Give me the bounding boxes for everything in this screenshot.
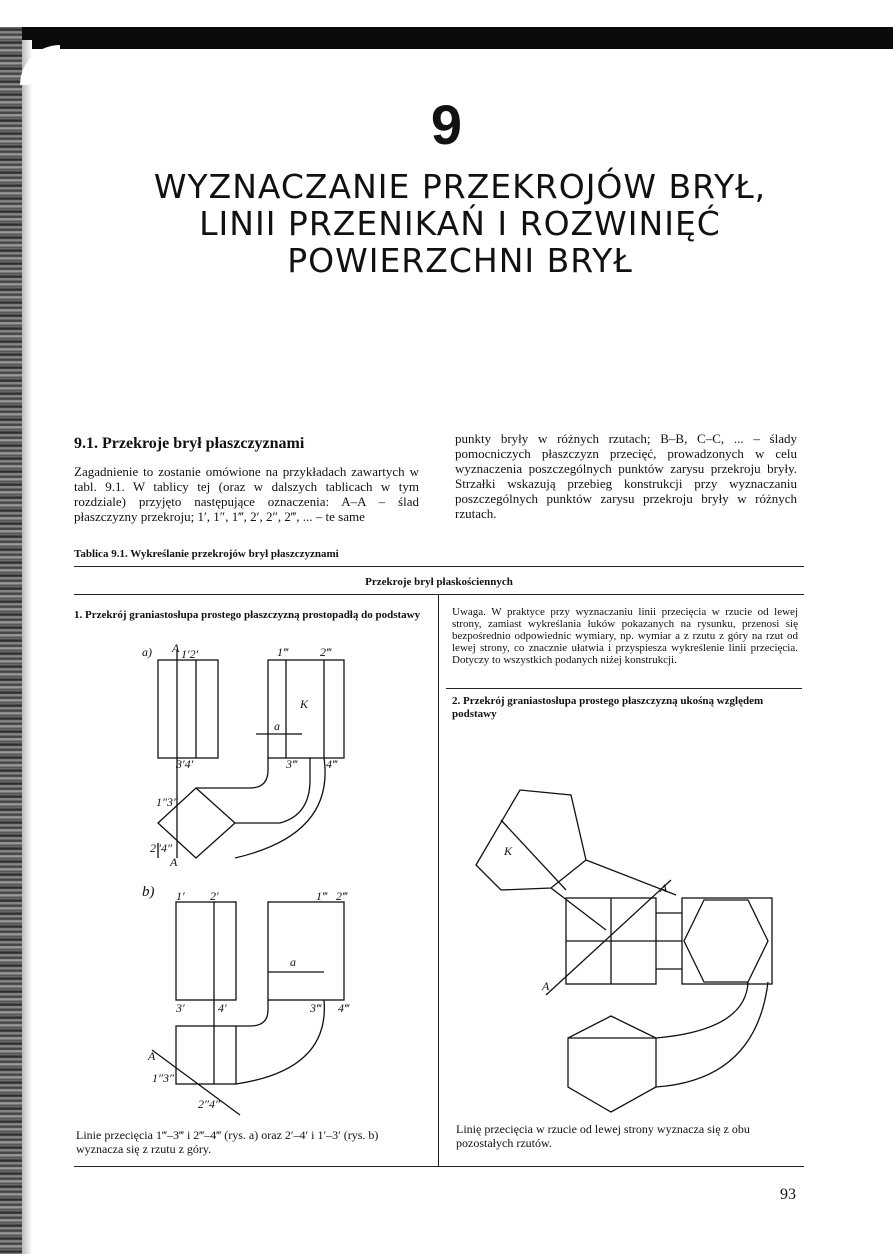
label-b-3p: 3′	[176, 1001, 185, 1015]
chapter-title-line-1: WYZNACZANIE PRZEKROJÓW BRYŁ,	[153, 167, 767, 206]
section-heading: 9.1. Przekroje brył płaszczyznami	[74, 435, 305, 452]
label-b-1p: 1′	[176, 889, 185, 903]
item-1-heading: 1. Przekrój graniastosłupa prostego płaszczyzną prostopadłą do podstawy	[74, 609, 421, 621]
item-2-heading: 2. Przekrój graniastosłupa prostego płaszczyzną ukośną względem podstawy	[452, 695, 764, 720]
table-header: Przekroje brył płaskościennych	[365, 576, 513, 588]
label-b-1pp3pp: 1″3″	[152, 1071, 174, 1085]
label-b-4ppp: 4‴	[338, 1001, 350, 1015]
fig-2-oblique-view	[476, 790, 586, 890]
fig-b-top-view	[176, 1026, 236, 1084]
label-b-A: A	[148, 1049, 156, 1063]
label-2pp4pp: 2″4″	[150, 841, 172, 855]
label-b-3ppp: 3‴	[310, 1001, 322, 1015]
label-4ppp: 4‴	[326, 757, 338, 771]
label-A-top: A	[172, 641, 180, 655]
scan-left-edge	[0, 27, 22, 1254]
label-A-bottom: A	[170, 855, 178, 869]
chapter-title-line-3: POWIERZCHNI BRYŁ	[287, 241, 633, 280]
figure-right	[446, 720, 802, 1120]
fig-a-front-view	[158, 660, 218, 758]
left-paragraph: Zagadnienie to zostanie omówione na przykładach zawartych w tabl. 9.1. W tablicy tej (oraz w dalszych tablicach w tym rozdziale) przyjęto następujące oznaczenia: A–A – ślad płaszczyzny przekroju; 1′, 1″, 1‴, 2′, 2″, 2‴, ... – te same	[74, 464, 419, 524]
label-a: a)	[142, 645, 152, 659]
fig-2-side-view	[682, 898, 772, 984]
label-K-2: K	[504, 844, 513, 858]
label-2ppp: 2‴	[320, 645, 332, 659]
label-b-4p: 4′	[218, 1001, 227, 1015]
page-number: 93	[780, 1186, 796, 1203]
fig-b-front-view	[176, 902, 236, 1000]
right-paragraph: punkty bryły w różnych rzutach; B–B, C–C, ... – ślady pomocniczych płaszczyzn przecięć, prowadzonych w celu wyznaczenia poszczególnych punktów zarysu przekroju bryły. Strzałki wskazują przebieg konstrukcji przy wyznaczaniu poszczególnych punktów zarysu przekroju bryły w różnych rzutach.	[455, 431, 797, 521]
scan-left-shadow	[22, 40, 32, 1254]
chapter-title-line-2: LINII PRZENIKAŃ I ROZWINIĘĆ	[199, 204, 721, 243]
note-rule	[446, 688, 802, 689]
table-caption: Tablica 9.1. Wykreślanie przekrojów brył płaszczyznami	[74, 548, 339, 560]
label-b-24pp: 2″4″	[198, 1097, 220, 1111]
fig-b-side-view	[268, 902, 344, 1000]
label-1p2p: 1′2′	[181, 647, 199, 661]
label-b-2p: 2′	[210, 889, 219, 903]
label-3ppp: 3‴	[286, 757, 298, 771]
label-b: b)	[142, 884, 155, 900]
label-b-1ppp: 1‴	[316, 889, 328, 903]
label-1ppp: 1‴	[277, 645, 289, 659]
label-34p: 3′4′	[176, 757, 194, 771]
label-A2-bottom: A	[542, 979, 550, 993]
label-K-a: K	[300, 697, 309, 711]
item-1-caption: Linie przecięcia 1‴–3‴ i 2‴–4‴ (rys. a) oraz 2′–4′ i 1′–3′ (rys. b) wyznacza się z rzutu z góry.	[76, 1128, 379, 1156]
table-top-rule	[74, 566, 804, 567]
table-header-rule	[74, 594, 804, 595]
chapter-title	[80, 168, 840, 279]
label-dim-a: a	[274, 719, 280, 733]
table-bottom-rule	[74, 1166, 804, 1167]
label-1pp3pp: 1″3″	[156, 795, 178, 809]
figure-left	[80, 630, 440, 1130]
label-b-2ppp: 2‴	[336, 889, 348, 903]
item-2-caption: Linię przecięcia w rzucie od lewej strony wyznacza się z obu pozostałych rzutów.	[456, 1122, 750, 1150]
label-b-dim: a	[290, 955, 296, 969]
scan-top-border	[0, 27, 893, 49]
label-A2-top: A	[660, 881, 668, 895]
chapter-number: 9	[430, 93, 463, 156]
note-text: Uwaga. W praktyce przy wyznaczaniu linii przecięcia w rzucie od lewej strony, zamiast wykreślania łuków pokazanych na rysunku, przenosi się bezpośrednio odpowiednic wymiary, np. wymiar a z rzutu z góry na rzut od lewej strony, co znacznie ułatwia i przyspiesza wykreślenie linii przecięcia. Dotyczy to wszystkich podanych niżej konstrukcji.	[452, 606, 798, 666]
fig-2-top-view	[568, 1016, 656, 1112]
